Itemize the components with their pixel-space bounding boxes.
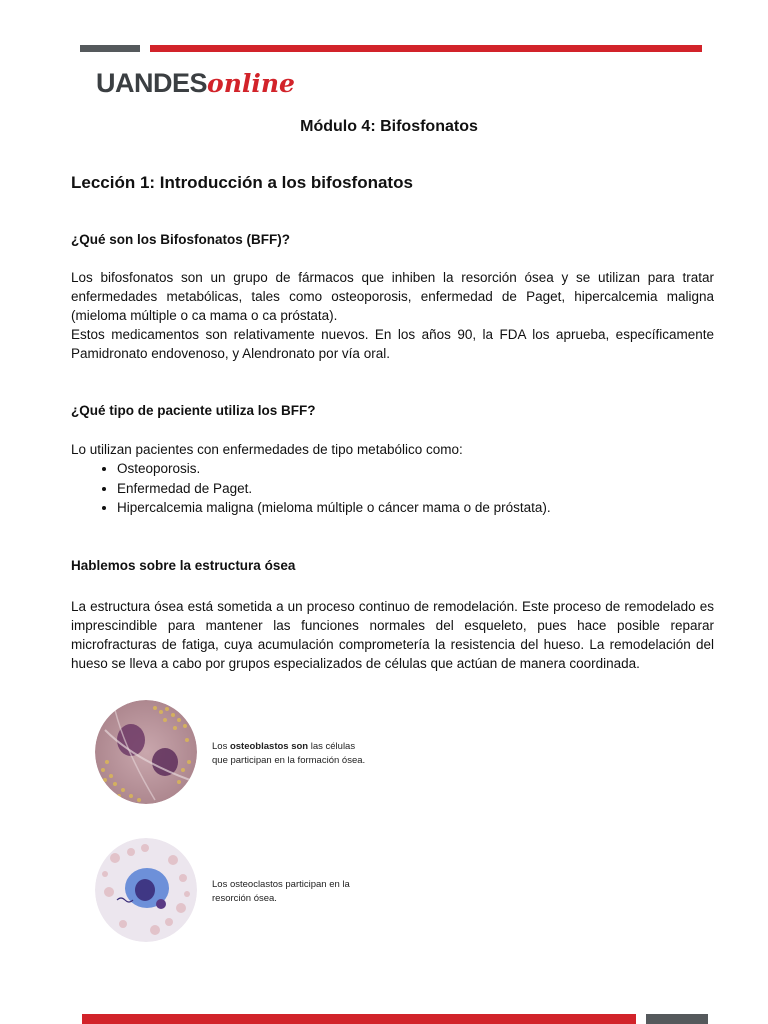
osteoclast-image bbox=[95, 838, 197, 942]
caption-text: Los osteoclastos participan en la bbox=[212, 879, 350, 890]
header-bar-gray bbox=[80, 45, 140, 52]
caption-text: Los bbox=[212, 741, 230, 752]
list-item: • Osteoporosis. bbox=[117, 459, 551, 479]
paragraph-bone-remodeling: La estructura ósea está sometida a un proceso continuo de remodelación. Este proceso de remodelado es imprescindible para mantener las funciones normales del esqueleto, pues hace posible reparar microfracturas de fatiga, cuya acumulación comprometería la resistencia del hueso. La remodelación del hueso se lleva a cabo por grupos especializados de células que actúan de manera coordinada. bbox=[71, 599, 714, 671]
caption-text: las células bbox=[308, 741, 356, 752]
logo-accent-text: online bbox=[207, 69, 295, 98]
uandes-online-logo bbox=[96, 66, 295, 101]
header-bar-red bbox=[150, 45, 702, 52]
osteoblast-caption bbox=[212, 740, 365, 768]
osteoblast-image bbox=[95, 700, 197, 804]
paragraph-history: Estos medicamentos son relativamente nuevos. En los años 90, la FDA los aprueba, específicamente Pamidronato endovenoso, y Alendronato por vía oral. bbox=[71, 327, 714, 361]
disease-list bbox=[71, 459, 551, 518]
section-heading-what-are: ¿Qué son los Bifosfonatos (BFF)? bbox=[71, 232, 290, 247]
caption-text: que participan en la formación ósea. bbox=[212, 755, 366, 766]
section-heading-bone-structure: Hablemos sobre la estructura ósea bbox=[71, 558, 296, 573]
section-heading-patients: ¿Qué tipo de paciente utiliza los BFF? bbox=[71, 403, 316, 418]
list-item: • Hipercalcemia maligna (mieloma múltiple o cáncer mama o de próstata). bbox=[117, 498, 551, 518]
list-item: • Enfermedad de Paget. bbox=[117, 479, 551, 499]
osteoclast-caption bbox=[212, 878, 350, 906]
lesson-title: Lección 1: Introducción a los bifosfonatos bbox=[71, 173, 413, 192]
footer-bar-red bbox=[82, 1014, 636, 1024]
caption-bold-text: osteoblastos son bbox=[229, 741, 309, 752]
module-title: Módulo 4: Bifosfonatos bbox=[300, 118, 478, 135]
footer-bar-gray bbox=[646, 1014, 708, 1024]
paragraph-patients-intro: Lo utilizan pacientes con enfermedades de tipo metabólico como: bbox=[71, 442, 463, 457]
paragraph-definition: Los bifosfonatos son un grupo de fármacos que inhiben la resorción ósea y se utilizan para tratar enfermedades metabólicas, tales como osteoporosis, enfermedad de Paget, hipercalcemia maligna (mieloma múltiple o ca mama o ca próstata). bbox=[71, 270, 714, 323]
logo-main-text: UANDES bbox=[96, 68, 208, 98]
caption-text: resorción ósea. bbox=[212, 893, 277, 904]
